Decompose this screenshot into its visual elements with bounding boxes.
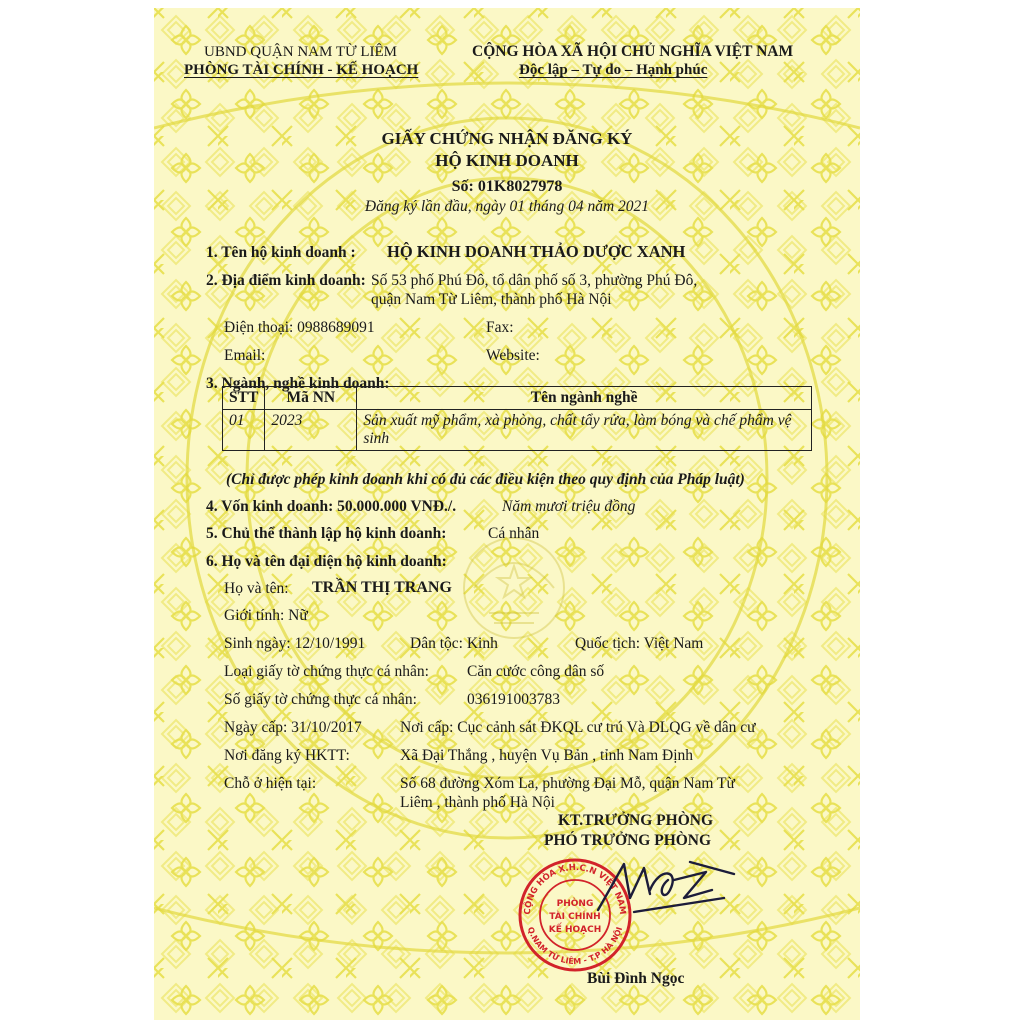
email-label: Email: bbox=[224, 347, 266, 364]
national-motto: Độc lập – Tự do – Hạnh phúc bbox=[519, 62, 708, 78]
row-sector-name: Sản xuất mỹ phẩm, xà phòng, chất tẩy rửa, làm bóng và chế phẩm vệ sinh bbox=[357, 410, 812, 451]
phone-number: Điện thoại: 0988689091 bbox=[224, 319, 375, 336]
capital-in-words: Năm mươi triệu đồng bbox=[502, 498, 636, 515]
business-name-label: 1. Tên hộ kinh doanh : bbox=[206, 244, 356, 261]
signer-name: Bùi Đình Ngọc bbox=[587, 970, 685, 987]
row-stt: 01 bbox=[223, 410, 265, 451]
col-sector-name: Tên ngành nghề bbox=[357, 387, 812, 410]
registration-date: Đăng ký lần đầu, ngày 01 tháng 04 năm 2021 bbox=[364, 198, 650, 215]
id-number-label: Số giấy tờ chứng thực cá nhân: bbox=[224, 691, 417, 708]
representative-label: 6. Họ và tên đại diện hộ kinh doanh: bbox=[206, 553, 447, 570]
emblem-watermark bbox=[444, 528, 584, 648]
rep-name-value: TRẦN THỊ TRANG bbox=[312, 579, 452, 596]
current-address-label: Chỗ ở hiện tại: bbox=[224, 775, 317, 792]
rep-gender: Giới tính: Nữ bbox=[224, 607, 308, 624]
capital-label: 4. Vốn kinh doanh: 50.000.000 VNĐ./. bbox=[206, 498, 457, 515]
id-type-value: Căn cước công dân số bbox=[467, 663, 605, 680]
rep-ethnic: Dân tộc: Kinh bbox=[410, 635, 498, 652]
certificate-number: Số: 01K8027978 bbox=[451, 178, 563, 195]
id-number-value: 036191003783 bbox=[467, 691, 560, 708]
founder-value: Cá nhân bbox=[488, 525, 540, 542]
sector-table-header bbox=[223, 387, 812, 410]
business-address-line2: quận Nam Từ Liêm, thành phố Hà Nội bbox=[371, 291, 612, 308]
stamp-center-3: KẾ HOẠCH bbox=[548, 925, 602, 935]
rep-nationality: Quốc tịch: Việt Nam bbox=[575, 635, 704, 652]
national-title: CỘNG HÒA XÃ HỘI CHỦ NGHĨA VIỆT NAM bbox=[472, 43, 794, 60]
business-address-line1: Số 53 phố Phú Đô, tổ dân phố số 3, phường Phú Đô, bbox=[371, 272, 698, 289]
department-name: PHÒNG TÀI CHÍNH - KẾ HOẠCH bbox=[184, 62, 419, 78]
stamp-center-1: PHÒNG bbox=[556, 899, 594, 909]
row-code: 2023 bbox=[265, 410, 357, 451]
business-name-value: HỘ KINH DOANH THẢO DƯỢC XANH bbox=[387, 242, 686, 261]
stamp-center-2: TÀI CHÍNH bbox=[549, 912, 601, 922]
sector-table bbox=[222, 386, 812, 451]
id-issue-date: Ngày cấp: 31/10/2017 bbox=[224, 719, 362, 736]
founder-label: 5. Chủ thể thành lập hộ kinh doanh: bbox=[206, 525, 447, 542]
sector-label: 3. Ngành, nghề kinh doanh: bbox=[206, 375, 390, 392]
col-code: Mã NN bbox=[265, 387, 357, 410]
agency-name: UBND QUẬN NAM TỪ LIÊM bbox=[204, 44, 398, 60]
id-type-label: Loại giấy tờ chứng thực cá nhân: bbox=[224, 663, 429, 680]
hktt-value: Xã Đại Thắng , huyện Vụ Bản , tỉnh Nam Định bbox=[400, 747, 694, 764]
legal-note: (Chỉ được phép kinh doanh khi có đủ các điều kiện theo quy định của Pháp luật) bbox=[226, 471, 745, 488]
id-issue-place: Nơi cấp: Cục cảnh sát ĐKQL cư trú Và DLQG về dân cư bbox=[400, 719, 756, 736]
signature-title-1: KT.TRƯỞNG PHÒNG bbox=[558, 812, 713, 829]
col-stt: STT bbox=[223, 387, 265, 410]
website-label: Website: bbox=[486, 347, 540, 364]
current-address-line2: Liêm , thành phố Hà Nội bbox=[400, 794, 555, 811]
current-address-line1: Số 68 đường Xóm La, phường Đại Mỗ, quận Nam Từ bbox=[400, 775, 735, 792]
business-address-label: 2. Địa điểm kinh doanh: bbox=[206, 272, 366, 289]
signature-title-2: PHÓ TRƯỞNG PHÒNG bbox=[544, 832, 712, 849]
hktt-label: Nơi đăng ký HKTT: bbox=[224, 747, 350, 764]
stamp-outer-text: CỘNG HÒA X.H.C.N VIỆT NAM bbox=[522, 862, 628, 916]
rep-name-label: Họ và tên: bbox=[224, 580, 289, 597]
document-title: GIẤY CHỨNG NHẬN ĐĂNG KÝ bbox=[381, 129, 633, 148]
fax-label: Fax: bbox=[486, 319, 514, 336]
handwritten-signature bbox=[594, 850, 744, 930]
table-row bbox=[223, 410, 812, 451]
stamp-outer-bottom-text: Q.NAM TỪ LIÊM - T.P HÀ NỘI bbox=[525, 925, 625, 967]
document-subtitle: HỘ KINH DOANH bbox=[435, 151, 579, 170]
certificate-paper bbox=[154, 8, 860, 1020]
rep-dob: Sinh ngày: 12/10/1991 bbox=[224, 635, 366, 652]
